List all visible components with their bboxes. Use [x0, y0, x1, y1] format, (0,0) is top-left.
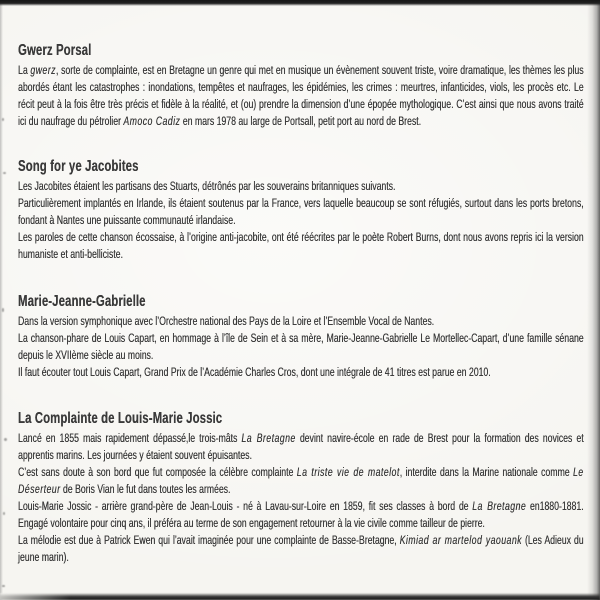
paragraph	[18, 313, 584, 330]
italic-term: gwerz	[30, 63, 56, 77]
italic-term: Kimiad ar martelod yaouank	[399, 533, 522, 547]
text-segment: devint navire-école en rade de Brest pour la formation des novices et apprentis marins. Les journées y étaient souvent épuisantes.	[18, 431, 584, 462]
booklet-section	[18, 409, 584, 566]
paragraph	[18, 62, 584, 130]
section-heading: Marie-Jeanne-Gabrielle	[18, 293, 146, 310]
scan-edge-top	[0, 0, 600, 6]
text-segment: en mars 1978 au large de Portsall, petit port au nord de Brest.	[180, 114, 422, 128]
text-segment: Particulièrement implantés en Irlande, ils étaient soutenus par la France, vers laquelle beaucoup se sont réfugiés, surtout dans les ports bretons, fondant à Nantes une puissante communauté irlandaise.	[18, 196, 584, 227]
italic-term: Amoco Cadiz	[123, 114, 181, 128]
paragraph	[18, 498, 584, 532]
paragraph	[18, 464, 584, 498]
text-segment: Lancé en 1855 mais rapidement dépassé,le trois-mâts	[18, 431, 242, 445]
text-segment: Il faut écouter tout Louis Capart, Grand Prix de l’Académie Charles Cros, dont une intégrale de 41 titres est parue en 2010.	[18, 365, 491, 379]
text-segment: (Les Adieux du jeune marin).	[18, 533, 584, 564]
text-segment: Les paroles de cette chanson écossaise, à l’origine anti-jacobite, ont été réécrites par le poète Robert Burns, dont nous avons repris ici la version humaniste et anti-belliciste.	[18, 230, 584, 261]
text-segment: La	[18, 63, 31, 77]
text-segment: en1880-1881. Engagé volontaire pour cinq ans, il préféra au terme de son engagement retourner à la vie civile comme tailleur de pierre.	[18, 499, 584, 530]
liner-notes	[18, 0, 584, 566]
paragraph	[18, 532, 584, 566]
text-segment: , interdite dans la Marine nationale comme	[399, 465, 573, 479]
italic-term: La Bretagne	[472, 499, 527, 513]
scan-speck	[2, 118, 4, 121]
booklet-section	[18, 157, 584, 263]
italic-term: La Bretagne	[241, 431, 296, 445]
paragraph	[18, 229, 584, 263]
scan-edge-bottom	[0, 593, 600, 600]
booklet-section	[18, 292, 584, 381]
text-segment: Louis-Marie Jossic - arrière grand-père de Jean-Louis - né à Lavau-sur-Loire en 1859, fit ses classes à bord de	[18, 499, 473, 513]
text-segment: , sorte de complainte, est en Bretagne un genre qui met en musique un évènement souvent triste, voire dramatique, les thèmes les plus abordés étant les catastrophes : inondations, tempêtes et naufrages, les épidémies, les crimes : meurtres, infanticides, viols, les procès etc. Le récit peut à la fois être très précis et fidèle à la réalité, et (ou) prendre la dimension d’une épopée mythologique. C’est ainsi que nous avons traité ici du naufrage du pétrolier	[18, 63, 584, 128]
paragraph	[18, 178, 584, 195]
scan-speck	[2, 585, 5, 587]
text-segment: Dans la version symphonique avec l’Orchestre national des Pays de la Loire et l’Ensemble Vocal de Nantes.	[18, 314, 435, 328]
scan-speck	[2, 308, 4, 312]
scan-speck	[4, 438, 7, 441]
paragraph	[18, 364, 584, 381]
text-segment: Les Jacobites étaient les partisans des Stuarts, détrônés par les souverains britanniques suivants.	[18, 179, 396, 193]
italic-term: Le Déserteur	[18, 465, 584, 496]
section-heading: Gwerz Porsal	[18, 42, 92, 59]
text-segment: La chanson-phare de Louis Capart, en hommage à l’île de Sein et à sa mère, Marie-Jeanne-Gabrielle Le Mortellec-Capart, d’une famille sénane depuis le XVIIème siècle au moins.	[18, 331, 584, 362]
paragraph	[18, 195, 584, 229]
text-segment: de Boris Vian le fut dans toutes les armées.	[60, 482, 231, 496]
text-segment: C’est sans doute à son bord que fut composée la célèbre complainte	[18, 465, 297, 479]
italic-term: La triste vie de matelot	[296, 465, 400, 479]
section-heading: La Complainte de Louis-Marie Jossic	[18, 410, 223, 427]
scan-speck	[3, 172, 6, 174]
scan-edge-left	[0, 0, 3, 600]
paragraph	[18, 430, 584, 464]
paragraph	[18, 330, 584, 364]
scan-speck	[3, 512, 5, 515]
scan-edge-right	[587, 0, 600, 600]
section-heading: Song for ye Jacobites	[18, 158, 139, 175]
booklet-section	[18, 41, 584, 130]
text-segment: La mélodie est due à Patrick Ewen qui l’avait imaginée pour une complainte de Basse-Bretagne,	[18, 533, 400, 547]
